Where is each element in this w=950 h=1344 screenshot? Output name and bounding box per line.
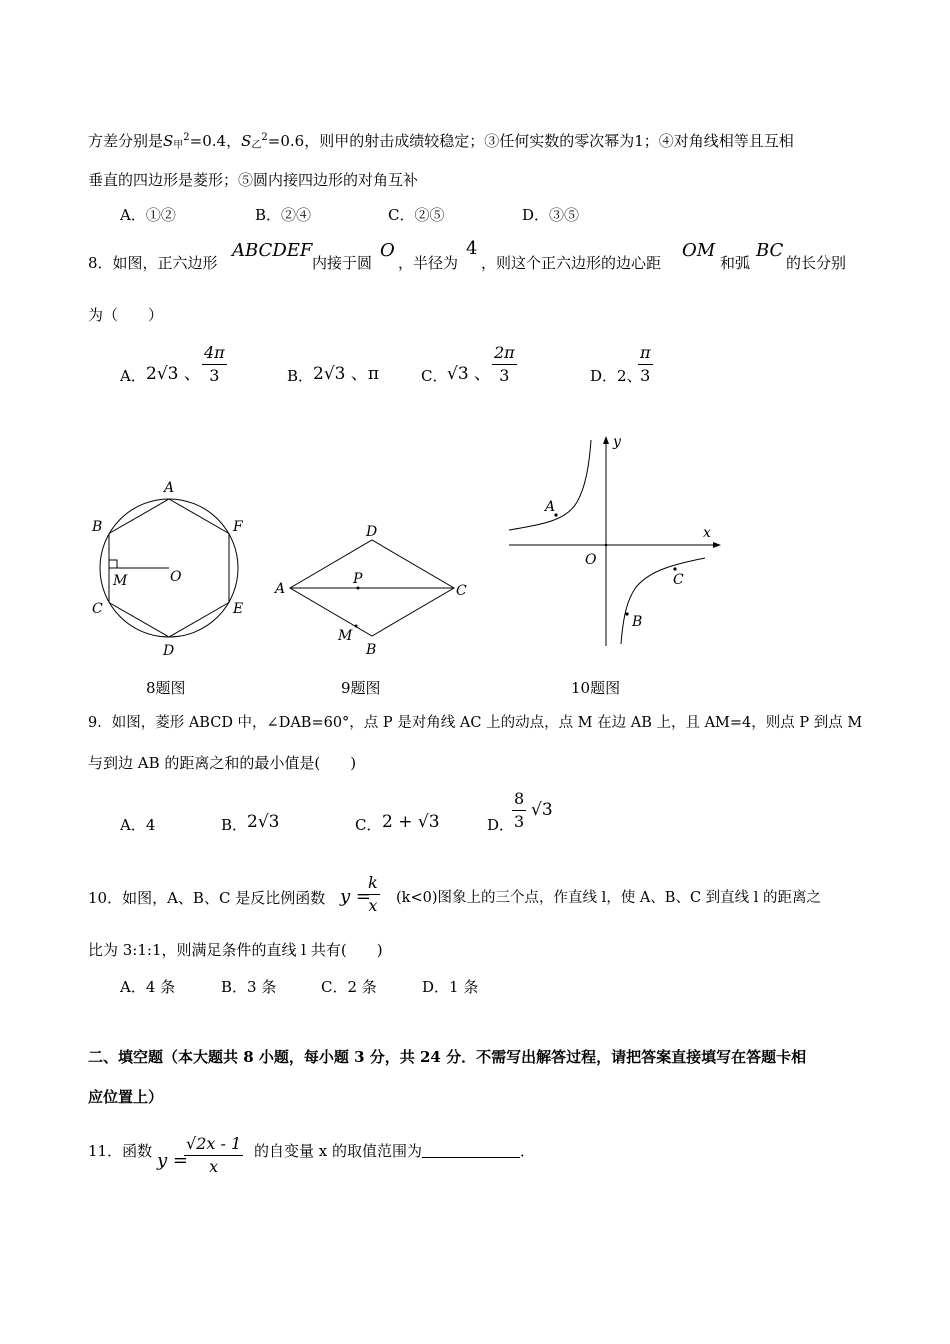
q8-text-f: 的长分别	[786, 254, 847, 272]
q8-radius: 4	[466, 238, 478, 259]
q11-answer-blank[interactable]	[422, 1143, 520, 1158]
figure-10-hyperbola	[505, 432, 735, 652]
q10-formula-lhs: y =	[340, 886, 371, 907]
section2-heading-cont: 应位置上）	[88, 1088, 164, 1106]
q9-option-c-value: 2 + √3	[382, 812, 440, 832]
q8-option-a-label: A．	[120, 367, 146, 385]
q8-option-a-value: 2√3 、	[146, 364, 201, 384]
q8-option-c-fraction: $\frac{2\pi}{3}$	[494, 343, 515, 385]
fig8-label-f: F	[233, 519, 243, 535]
fig8-label-m: M	[113, 573, 128, 589]
fig9-label-c: C	[456, 583, 467, 599]
fig9-label-b: B	[366, 642, 377, 658]
q8-option-b-label: B．	[287, 367, 314, 385]
fig9-caption: 9题图	[341, 679, 381, 697]
fig10-branch-lower-right	[621, 558, 705, 644]
fig8-label-c: C	[92, 601, 103, 617]
q9-option-d-fraction: $\frac{8}{3}$	[514, 789, 525, 831]
q8-om: OM	[682, 240, 716, 261]
q8-option-c-value: √3 、	[447, 364, 492, 384]
fig10-caption: 10题图	[571, 679, 621, 697]
q9-option-a: A．4	[120, 816, 156, 834]
q10-option-c: C．2 条	[321, 978, 377, 996]
q8-text-e: 和弧	[720, 254, 751, 272]
fig10-label-x: x	[703, 525, 711, 541]
q7-option-a: A．①②	[120, 206, 176, 224]
q11-lhs: y =	[157, 1150, 188, 1171]
q10-text-b: (k<0)图象上的三个点，作直线 l，使 A、B、C 到直线 l 的距离之	[396, 890, 822, 906]
figure-8-hexagon	[84, 475, 264, 665]
figure-9-rhombus	[272, 520, 472, 660]
q11-fraction: $\frac{√2x - 1}{x}$	[186, 1134, 242, 1176]
q7-line1-text: 方差分别是	[88, 132, 164, 150]
q7-line1: 方差分别是S甲$^2$=0.4，S乙$^2$=0.6，则甲的射击成绩较稳定；③任何实数的零次幂为1；④对角线相等且互相	[88, 132, 794, 151]
q8-option-b-value: 2√3 、π	[313, 364, 380, 384]
fig8-label-d: D	[163, 643, 175, 659]
q7-option-b: B．②④	[255, 206, 312, 224]
q10-option-b: B．3 条	[221, 978, 277, 996]
fig10-label-y: y	[613, 434, 621, 450]
q8-text-a: 8．如图，正六边形	[88, 254, 218, 272]
q10-line2: 比为 3:1:1，则满足条件的直线 l 共有( )	[88, 941, 383, 959]
q9-option-d-label: D．	[487, 816, 515, 834]
q8-option-d-fraction: $\frac{\pi}{3}$	[640, 343, 651, 385]
q8-line2: 为（ ）	[88, 306, 164, 324]
fig9-label-a: A	[275, 581, 286, 597]
fig10-label-a: A	[545, 499, 556, 515]
fig10-x-arrow	[713, 542, 721, 548]
q8-hexagon-name: ABCDEF	[232, 240, 313, 261]
fig8-label-e: E	[233, 601, 244, 617]
fig8-label-a: A	[164, 480, 175, 496]
q10-option-a: A．4 条	[120, 978, 176, 996]
fig9-label-d: D	[366, 524, 378, 540]
q8-option-c-label: C．	[421, 367, 448, 385]
q11-text-b: 的自变量 x 的取值范围为 ．	[254, 1142, 536, 1160]
q7-option-d: D．③⑤	[522, 206, 580, 224]
q7-option-c: C．②⑤	[388, 206, 445, 224]
fig10-point-c	[673, 567, 676, 570]
fig8-right-angle-mark	[109, 560, 117, 568]
q8-text-d: ，则这个正六边形的边心距	[481, 254, 662, 272]
fig8-label-b: B	[92, 519, 103, 535]
q10-text-a: 10．如图，A、B、C 是反比例函数	[88, 889, 326, 907]
q11-text-a: 11．函数	[88, 1142, 153, 1160]
fig10-branch-upper-left	[509, 440, 591, 530]
q10-option-d: D．1 条	[422, 978, 479, 996]
q9-option-b-label: B．	[221, 816, 248, 834]
q8-option-d-label: D．2、	[590, 367, 642, 385]
fig9-label-p: P	[353, 571, 363, 587]
q9-option-b-value: 2√3	[247, 812, 280, 832]
q8-circle-name: O	[380, 240, 395, 261]
q7-line2: 垂直的四边形是菱形；⑤圆内接四边形的对角互补	[88, 171, 419, 189]
q9-option-c-label: C．	[355, 816, 382, 834]
q9-option-d-tail: √3	[531, 800, 553, 820]
q10-formula-fraction: $\frac{k}{x}$	[368, 873, 378, 915]
fig8-caption: 8题图	[146, 679, 186, 697]
q8-text-b: 内接于圆	[312, 254, 373, 272]
fig9-label-m: M	[338, 628, 353, 644]
section2-heading: 二、填空题（本大题共 8 小题，每小题 3 分，共 24 分．不需写出解答过程，请把答案直接填写在答题卡相	[88, 1048, 807, 1066]
fig10-label-b: B	[632, 614, 643, 630]
fig10-point-b	[625, 612, 628, 615]
q8-option-a-fraction: $\frac{4\pi}{3}$	[204, 343, 225, 385]
q8-text-c: ，半径为	[398, 254, 459, 272]
fig10-origin	[605, 544, 608, 547]
q9-line2: 与到边 AB 的距离之和的最小值是( )	[88, 754, 357, 772]
fig10-label-o: O	[585, 552, 597, 568]
q9-line1: 9．如图，菱形 ABCD 中，∠DAB=60°，点 P 是对角线 AC 上的动点，点 M 在边 AB 上，且 AM=4，则点 P 到点 M	[88, 715, 863, 731]
q8-arc-bc: BC	[756, 240, 784, 261]
fig9-point-m	[355, 625, 358, 628]
fig10-label-c: C	[673, 572, 684, 588]
fig10-y-arrow	[603, 436, 609, 444]
fig8-label-o: O	[170, 569, 182, 585]
